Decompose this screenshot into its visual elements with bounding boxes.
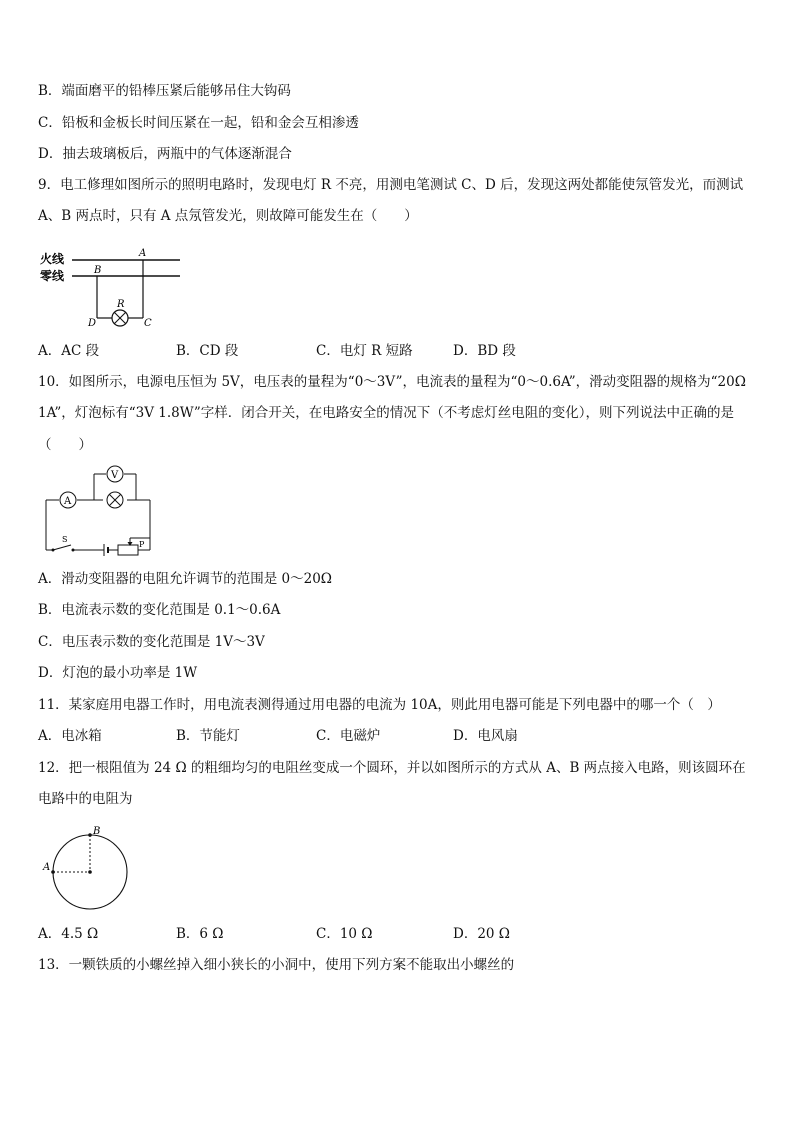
- ammeter-icon: [60, 492, 76, 508]
- q8-option-c: C．铅板和金板长时间压紧在一起，铅和金会互相渗透: [38, 115, 359, 131]
- battery-icon: [104, 544, 108, 556]
- q11-stem: 11．某家庭用电器工作时，用电流表测得通过用电器的电流为 10A，则此用电器可能是下列电器中的哪一个（ ）: [38, 697, 721, 713]
- q10-option-d: D．灯泡的最小功率是 1W: [38, 665, 198, 681]
- q10-option-c: C．电压表示数的变化范围是 1V～3V: [38, 634, 265, 650]
- q10-option-a: A．滑动变阻器的电阻允许调节的范围是 0～20Ω: [38, 571, 333, 587]
- q11-option-b: B．节能灯: [176, 728, 240, 744]
- lamp-icon: [107, 492, 123, 508]
- q9-option-c: C．电灯 R 短路: [316, 343, 413, 359]
- switch-label: S: [62, 535, 68, 544]
- switch-icon: [52, 545, 75, 552]
- point-a-label: A: [43, 862, 51, 873]
- q11-option-d: D．电风扇: [453, 728, 518, 744]
- q12-ring-figure: [38, 822, 133, 912]
- q8-option-b: B．端面磨平的铅棒压紧后能够吊住大钩码: [38, 83, 291, 99]
- q13-stem: 13．一颗铁质的小螺丝掉入细小狭长的小洞中，使用下列方案不能取出小螺丝的: [38, 957, 515, 973]
- rheostat-icon: [118, 538, 150, 555]
- q8-option-d: D．抽去玻璃板后，两瓶中的气体逐渐混合: [38, 146, 292, 162]
- q9-stem-line2: A、B 两点时，只有 A 点氖管发光，则故障可能发生在（ ）: [38, 208, 418, 224]
- live-wire-label: 火线: [40, 252, 65, 266]
- q10-stem-line3: （ ）: [38, 437, 92, 453]
- q10-option-b: B．电流表示数的变化范围是 0.1～0.6A: [38, 602, 281, 618]
- point-a-label: A: [139, 248, 147, 259]
- q10-stem-line1: 10．如图所示，电源电压恒为 5V，电压表的量程为“0～3V”，电流表的量程为“0～0.6A”，滑动变阻器的规格为“20Ω: [38, 374, 746, 390]
- q9-option-b: B．CD 段: [176, 343, 239, 359]
- point-c-label: C: [144, 318, 152, 328]
- q10-stem-line2: 1A”，灯泡标有“3V 1.8W”字样．闭合开关，在电路安全的情况下（不考虑灯丝电阻的变化），则下列说法中正确的是: [38, 405, 735, 421]
- voltmeter-icon: [107, 466, 123, 482]
- q12-option-a: A．4.5 Ω: [38, 926, 99, 942]
- q12-option-b: B．6 Ω: [176, 926, 224, 942]
- q9-option-d: D．BD 段: [453, 343, 516, 359]
- q12-stem-line2: 电路中的电阻为: [38, 791, 133, 807]
- point-b-label: B: [93, 826, 101, 837]
- q11-option-a: A．电冰箱: [38, 728, 102, 744]
- q12-option-c: C．10 Ω: [316, 926, 373, 942]
- neutral-wire-label: 零线: [40, 269, 65, 283]
- lamp-r-label: R: [117, 299, 125, 310]
- lamp-r-icon: [112, 310, 128, 326]
- q9-option-a: A．AC 段: [38, 343, 100, 359]
- q12-option-d: D．20 Ω: [453, 926, 510, 942]
- point-b-label: B: [94, 265, 102, 276]
- q9-stem-line1: 9．电工修理如图所示的照明电路时，发现电灯 R 不亮，用测电笔测试 C、D 后，发现这两处都能使氖管发光，而测试: [38, 177, 744, 193]
- point-d-label: D: [88, 318, 97, 328]
- svg-text:V: V: [111, 470, 119, 481]
- svg-text:A: A: [64, 496, 72, 507]
- slider-label: P: [139, 540, 145, 549]
- q10-circuit-figure: [38, 460, 156, 558]
- q9-circuit-figure: [36, 246, 186, 328]
- q11-option-c: C．电磁炉: [316, 728, 381, 744]
- q12-stem-line1: 12．把一根阻值为 24 Ω 的粗细均匀的电阻丝变成一个圆环，并以如图所示的方式从 A、B 两点接入电路，则该圆环在: [38, 760, 746, 776]
